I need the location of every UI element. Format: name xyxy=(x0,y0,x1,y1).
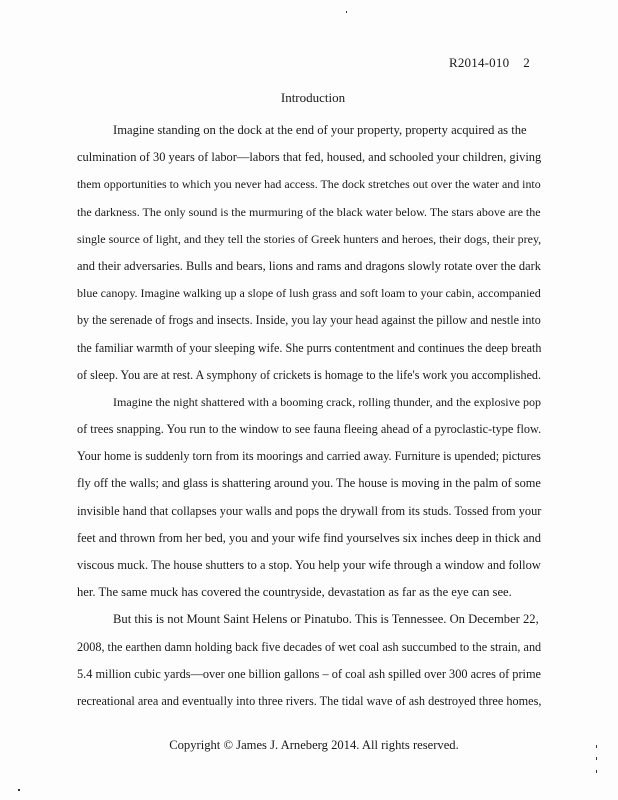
paragraph-3-line-3: 5.4 million cubic yards—over one billion gallons – of coal ash spilled over 300 acres of prime xyxy=(77,666,542,681)
scan-artifact xyxy=(346,11,347,13)
paragraph-2-line-2: of trees snapping. You run to the window to see fauna fleeing ahead of a pyroclastic-type flow. xyxy=(77,422,542,437)
paragraph-2-line-7: viscous muck. The house shutters to a stop. You help your wife through a window and follow xyxy=(77,558,541,572)
paragraph-3-line-4: recreational area and eventually into three rivers. The tidal wave of ash destroyed three homes, xyxy=(77,693,542,708)
scan-artifact xyxy=(596,745,597,748)
paragraph-1-line-10: of sleep. You are at rest. A symphony of crickets is homage to the life's work you accomplished. xyxy=(77,367,542,382)
copyright-footer: Copyright © James J. Arneberg 2014. All rights reserved. xyxy=(169,738,459,752)
paragraph-2-line-3: Your home is suddenly torn from its moorings and carried away. Furniture is upended; pictures xyxy=(77,449,541,464)
paragraph-1-line-3: them opportunities to which you never had access. The dock stretches out over the water and into xyxy=(77,177,541,192)
paragraph-3-line-1: But this is not Mount Saint Helens or Pinatubo. This is Tennessee. On December 22, xyxy=(113,612,539,627)
scan-artifact xyxy=(596,757,597,760)
document-id: R2014-010 xyxy=(448,55,510,70)
paragraph-1-line-1: Imagine standing on the dock at the end of your property, property acquired as the xyxy=(113,123,527,137)
paragraph-1-line-6: and their adversaries. Bulls and bears, lions and rams and dragons slowly rotate over the dark xyxy=(77,258,541,273)
paragraph-1-line-7: blue canopy. Imagine walking up a slope of lush grass and soft loam to your cabin, accompanied xyxy=(77,286,541,301)
scan-artifact xyxy=(596,770,597,773)
paragraph-3-line-2: 2008, the earthen damn holding back five decades of wet coal ash succumbed to the strain, and xyxy=(77,639,542,654)
page-header xyxy=(449,55,530,71)
scan-artifact xyxy=(18,789,20,791)
paragraph-1-line-8: by the serenade of frogs and insects. Inside, you lay your head against the pillow and nestle into xyxy=(77,313,541,328)
paragraph-2-line-5: invisible hand that collapses your walls and pops the drywall from its studs. Tossed from your xyxy=(77,503,542,518)
page-number: 2 xyxy=(523,55,530,70)
body-text xyxy=(77,117,541,715)
paragraph-2-line-1: Imagine the night shattered with a booming crack, rolling thunder, and the explosive pop xyxy=(113,394,542,409)
paragraph-1-line-2: culmination of 30 years of labor—labors that fed, housed, and schooled your children, giving xyxy=(77,150,542,165)
paragraph-2-line-8: her. The same muck has covered the countryside, devastation as far as the eye can see. xyxy=(77,585,512,600)
paragraph-1-line-5: single source of light, and they tell the stories of Greek hunters and heroes, their dogs, their prey, xyxy=(77,231,542,246)
section-title: Introduction xyxy=(280,90,346,105)
paragraph-1-line-9: the familiar warmth of your sleeping wife. She purrs contentment and continues the deep breath xyxy=(77,340,542,355)
paragraph-1-line-4: the darkness. The only sound is the murmuring of the black water below. The stars above are the xyxy=(77,204,541,219)
paragraph-2-line-6: feet and thrown from her bed, you and your wife find yourselves six inches deep in thick and xyxy=(77,530,541,545)
paragraph-2-line-4: fly off the walls; and glass is shattering around you. The house is moving in the palm of some xyxy=(77,476,541,491)
